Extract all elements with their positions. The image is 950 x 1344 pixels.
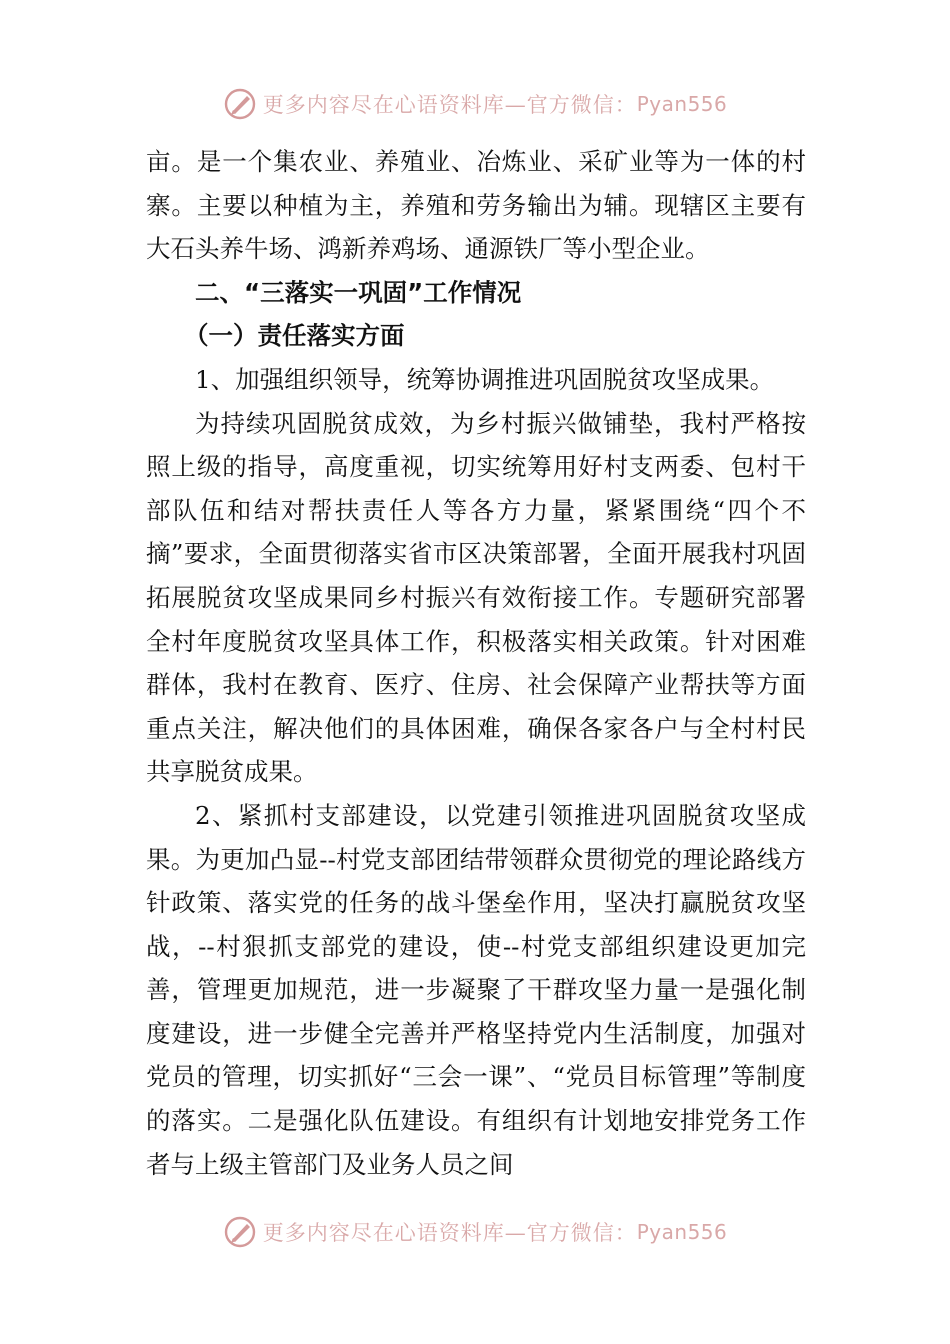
item1-title: 1、加强组织领导，统筹协调推进巩固脱贫攻坚成果。	[195, 364, 775, 394]
header-watermark-banner	[0, 84, 950, 124]
document-body	[146, 140, 806, 1186]
item2-paragraph: 2、紧抓村支部建设，以党建引领推进巩固脱贫攻坚成果。为更加凸显--村党支部团结带领群众贯彻党的理论路线方针政策、落实党的任务的战斗堡垒作用，坚决打赢脱贫攻坚战，--村狠抓支部党的建设，使--村党支部组织建设更加完善，管理更加规范，进一步凝聚了干群攻坚力量一是强化制度建设，进一步健全完善并严格坚持党内生活制度，加强对党员的管理，切实抓好“三会一课”、“党员目标管理”等制度的落实。二是强化队伍建设。有组织有计划地安排党务工作者与上级主管部门及业务人员之间	[146, 800, 806, 1179]
footer-watermark-banner	[0, 1212, 950, 1252]
footer-banner-text: 更多内容尽在心语资料库—官方微信：	[262, 1221, 637, 1245]
pen-logo-icon	[223, 1215, 257, 1249]
item1-body-paragraph: 为持续巩固脱贫成效，为乡村振兴做铺垫，我村严格按照上级的指导，高度重视，切实统筹用好村支两委、包村干部队伍和结对帮扶责任人等各方力量，紧紧围绕“四个不摘”要求，全面贯彻落实省市区决策部署，全面开展我村巩固拓展脱贫攻坚成果同乡村振兴有效衔接工作。专题研究部署全村年度脱贫攻坚具体工作，积极落实相关政策。针对困难群体，我村在教育、医疗、住房、社会保障产业帮扶等方面重点关注，解决他们的具体困难，确保各家各户与全村村民共享脱贫成果。	[146, 408, 806, 787]
pen-logo-icon	[223, 87, 257, 121]
header-banner-text: 更多内容尽在心语资料库—官方微信：	[262, 93, 637, 117]
intro-paragraph: 亩。是一个集农业、养殖业、冶炼业、采矿业等为一体的村寨。主要以种植为主，养殖和劳务输出为辅。现辖区主要有大石头养牛场、鸿新养鸡场、通源铁厂等小型企业。	[146, 147, 806, 264]
footer-wechat-id: Pyan556	[636, 1220, 728, 1244]
section-heading: 二、“三落实一巩固”工作情况	[195, 277, 522, 307]
subsection-heading: （一）责任落实方面	[184, 321, 405, 351]
header-wechat-id: Pyan556	[636, 92, 728, 116]
